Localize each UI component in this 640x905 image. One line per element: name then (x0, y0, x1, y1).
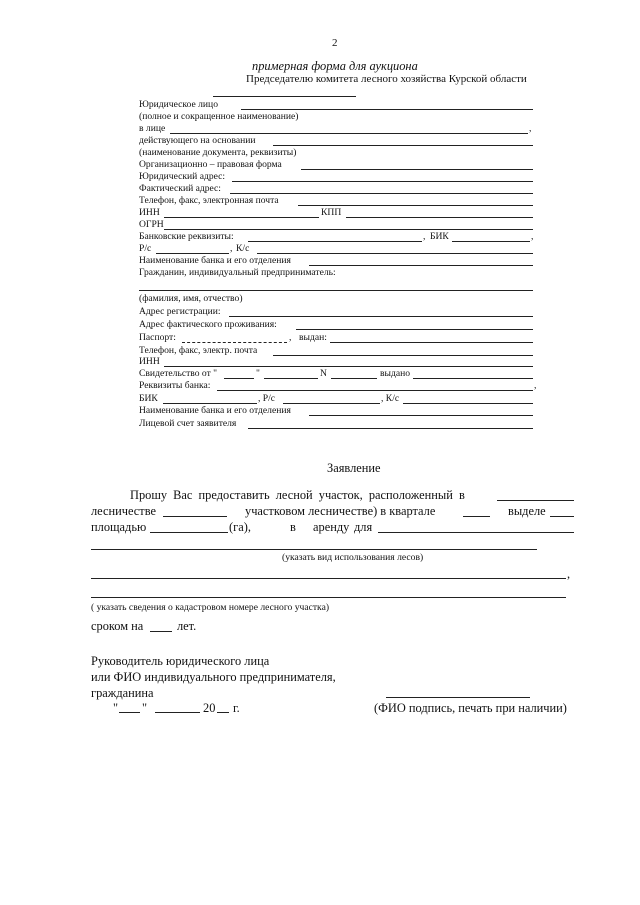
term-suffix: лет. (177, 619, 197, 633)
bank-name-line (309, 265, 533, 266)
kpp-line (346, 217, 533, 218)
actual-residence-line (296, 329, 533, 330)
issued-line (330, 342, 533, 343)
rs-line (156, 253, 229, 254)
issued2-label: выдано (380, 368, 411, 379)
individual-title: Гражданин, индивидуальный предприниматель: (139, 267, 336, 278)
addressee-line (213, 96, 356, 97)
inn-label: ИНН (139, 207, 160, 218)
signature-line-3: гражданина (91, 686, 154, 700)
passport-label: Паспорт: (139, 332, 176, 343)
ks-line (257, 253, 533, 254)
individual-bik-line (163, 403, 257, 404)
year-suffix: г. (233, 701, 240, 715)
legal-entity-title: Юридическое лицо (139, 99, 218, 110)
legal-address-label: Юридический адрес: (139, 171, 226, 182)
contacts-line (298, 205, 533, 206)
individual-inn-line (164, 366, 533, 367)
date-month-line (155, 712, 200, 713)
individual-contacts-label: Телефон, факс, электр. почта (139, 345, 258, 356)
individual-ks-label: , К/с (381, 393, 400, 404)
actual-residence-label: Адрес фактического проживания: (139, 319, 277, 330)
individual-inn-label: ИНН (139, 356, 160, 367)
bank-details-label: Банковские реквизиты: (139, 231, 234, 242)
acting-line (273, 145, 533, 146)
term-line (150, 631, 172, 632)
certificate-day-line (224, 378, 254, 379)
name-hint: (полное и сокращенное наименование) (139, 111, 299, 122)
district-label: участковом лесничестве) в квартале (245, 504, 436, 518)
statement-heading: Заявление (327, 461, 381, 475)
reg-address-line (229, 316, 533, 317)
issued-label: выдан: (299, 332, 327, 343)
term-prefix: сроком на (91, 619, 144, 633)
number-label: N (320, 368, 327, 379)
request-text: Прошу Вас предоставить лесной участок, расположенный в (130, 488, 465, 502)
individual-bik-label: БИК (139, 393, 158, 404)
fio-signature-hint: (ФИО подпись, печать при наличии) (374, 701, 567, 715)
fio-hint: (фамилия, имя, отчество) (139, 293, 243, 304)
cadastral-line-1 (91, 578, 566, 579)
section-line (550, 516, 574, 517)
acting-label: действующего на основании (139, 135, 256, 146)
in-label: в (290, 520, 296, 534)
account-label: Лицевой счет заявителя (139, 418, 237, 429)
legal-entity-line (241, 109, 533, 110)
rs-label: Р/с (139, 243, 152, 254)
reg-address-label: Адрес регистрации: (139, 306, 221, 317)
ogrn-line (164, 229, 533, 230)
forestry-line (163, 516, 227, 517)
individual-bank-name-line (309, 415, 533, 416)
date-day-line (119, 712, 140, 713)
bank-requisites-label: Реквизиты банка: (139, 380, 211, 391)
area-label: площадью (91, 520, 147, 534)
individual-rs-line (283, 403, 380, 404)
lease-label: аренду (313, 520, 350, 534)
person-line (170, 133, 528, 134)
legal-address-line (232, 181, 533, 182)
purpose-line-1 (378, 532, 574, 533)
for-label: для (354, 520, 373, 534)
ha-label: (га), (229, 520, 251, 534)
form-note: примерная форма для аукциона (252, 59, 418, 73)
individual-ks-line (403, 403, 533, 404)
bank-name-label: Наименование банка и его отделения (139, 255, 291, 266)
inn-line (164, 217, 319, 218)
forestry-label: лесничестве (91, 504, 156, 518)
bik-line (452, 241, 530, 242)
signature-line-2: или ФИО индивидуального предпринимателя, (91, 670, 336, 684)
account-line (248, 428, 533, 429)
actual-address-line (230, 193, 533, 194)
addressee: Председателю комитета лесного хозяйства Курской области (246, 73, 527, 85)
document-page: 2 примерная форма для аукциона Председателю комитета лесного хозяйства Курской области Юридическое лицо (полное и сокращенное наименование) в лице , действующего на основании (наименование документа, реквизиты) Организационно – правовая форма Юридический адрес: Фактический адрес: Телефон, факс, электронная почта ИНН КПП ОГРН Банковские реквизиты: , БИК , Р/с , К/с Наименование банка и его отделения Гражданин, индивидуальный предприниматель: (фамилия, имя, отчество) Адрес регистрации: Адрес фактического проживания: Паспорт: , выдан: Телефон, факс, электр. почта ИНН Свидетельство от " " N выдано Реквизиты банка: , БИК , Р/с , К/с Наименование банка и его отделения Лицевой счет заявителя Заявление Прошу Вас предоставить лесной участок, расположенный в лесничестве участковом лесничестве) в квартале выделе площадью (га), в аренду для (указать вид использования лесов) , ( указать сведения о кадастровом номере лесного участка) сроком на лет. Руководитель юридического лица или ФИО индивидуального предпринимателя, гражданина " " 20 г. (ФИО подпись, печать при наличии) (0, 0, 640, 905)
ogrn-label: ОГРН (139, 219, 164, 230)
certificate-month-line (264, 378, 318, 379)
actual-address-label: Фактический адрес: (139, 183, 221, 194)
bik-label: БИК (430, 231, 449, 242)
year-line (217, 712, 229, 713)
contacts-label: Телефон, факс, электронная почта (139, 195, 279, 206)
org-form-line (301, 169, 533, 170)
location-line (497, 500, 574, 501)
signature-line-1: Руководитель юридического лица (91, 654, 270, 668)
individual-contacts-line (273, 355, 533, 356)
page-number: 2 (332, 37, 338, 49)
signature-fio-line (386, 697, 530, 698)
certificate-number-line (331, 378, 377, 379)
usage-hint: (указать вид использования лесов) (282, 552, 424, 563)
individual-bank-name-label: Наименование банка и его отделения (139, 405, 291, 416)
doc-hint: (наименование документа, реквизиты) (139, 147, 297, 158)
quarter-line (463, 516, 490, 517)
individual-fio-line (139, 290, 533, 291)
certificate-label: Свидетельство от " (139, 368, 218, 379)
bank-requisites-line (217, 390, 533, 391)
year-label: 20 (203, 701, 216, 715)
cadastral-line-2 (91, 597, 566, 598)
individual-rs-label: , Р/с (258, 393, 276, 404)
kpp-label: КПП (321, 207, 342, 218)
purpose-line-2 (91, 549, 537, 550)
org-form-label: Организационно – правовая форма (139, 159, 282, 170)
passport-line (182, 342, 287, 343)
section-label: выделе (508, 504, 546, 518)
area-line (150, 532, 228, 533)
bank-details-line (248, 241, 422, 242)
issued2-line (413, 378, 533, 379)
ks-label: К/с (236, 243, 250, 254)
cadastral-hint: ( указать сведения о кадастровом номере лесного участка) (91, 602, 330, 613)
person-label: в лице (139, 123, 166, 134)
